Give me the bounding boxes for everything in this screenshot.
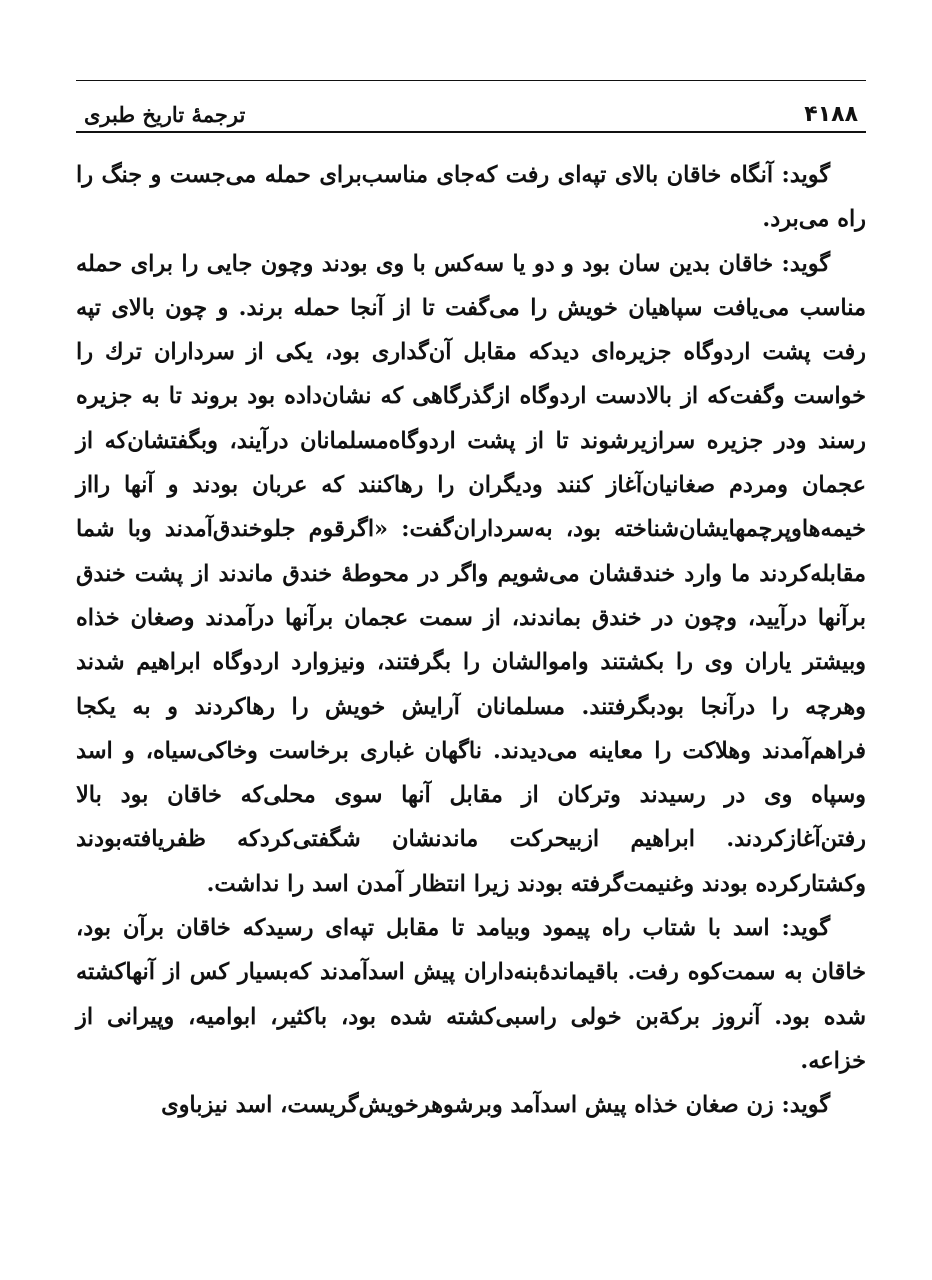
- paragraph: گوید: زن صغان خذاه پیش اسدآمد وبرشوهرخویش‌گریست، اسد نیزباوی: [161, 1092, 830, 1119]
- paragraph: گوید: آنگاه خاقان بالای تپه‌ای رفت که‌جای مناسب‌برای حمله می‌جست و جنگ را راه می‌برد.: [76, 162, 866, 233]
- page-body: [76, 153, 866, 1128]
- paragraph: گوید: اسد با شتاب راه پیمود وبیامد تا مقابل تپه‌ای رسیدکه خاقان برآن بود، خاقان به سمت‌کوه رفت. باقیماندهٔ‌بنه‌داران پیش اسدآمدند که‌بسیار کس از آنهاکشته شده بود. آنروز برکةبن خولی راسبی‌کشته شده بود، باکثیر، ابوامیه، وپیرانی از خزاعه.: [76, 915, 866, 1074]
- running-title: ترجمهٔ تاریخ طبری: [84, 102, 246, 127]
- paragraph: گوید: خاقان بدین سان بود و دو یا سه‌کس با وی بودند وچون جایی را برای حمله مناسب می‌یافت سپاهیان خویش را می‌گفت تا از آنجا حمله برند. و چون بالای تپه رفت پشت اردوگاه جزیره‌ای دیدکه مقابل آن‌گداری بود، یکی از سرداران ترك را خواست وگفت‌که از بالادست اردوگاه ازگذرگاهی که نشان‌داده بود بروند تا به جزیره رسند ودر جزیره سرازیرشوند تا از پشت اردوگاه‌مسلمانان درآیند، وبگفتشان‌که از عجمان ومردم صغانیان‌آغاز کنند ودیگران را رهاکنند که عربان بودند و آنها رااز خیمه‌هاوپرچمهایشان‌شناخته بود، به‌سرداران‌گفت: «اگرقوم جلوخندق‌آمدند وبا شما مقابله‌کردند ما وارد خندقشان می‌شویم واگر در محوطهٔ خندق ماندند از پشت خندق برآنها درآیید، وچون در خندق بماندند، از سمت عجمان برآنها درآمدند وصغان خذاه وبیشتر یاران وی را بکشتند واموالشان را بگرفتند، ونیزوارد اردوگاه ابراهیم شدند وهرچه را درآنجا بودبگرفتند. مسلمانان آرایش خویش را رهاکردند و به یکجا فراهم‌آمدند وهلاکت را معاینه می‌دیدند. ناگهان غباری برخاست وخاکی‌سیاه، و اسد وسپاه وی در رسیدند وترکان از مقابل آنها سوی محلی‌که خاقان بود بالا رفتن‌آغازکردند. ابراهیم ازبیحرکت ماندنشان شگفتی‌کردکه ظفریافته‌بودند وکشتارکرده بودند وغنیمت‌گرفته بودند زیرا انتظار آمدن اسد را نداشت.: [76, 250, 866, 897]
- page-header: [76, 80, 866, 133]
- page-number: ۴۱۸۸: [804, 102, 858, 127]
